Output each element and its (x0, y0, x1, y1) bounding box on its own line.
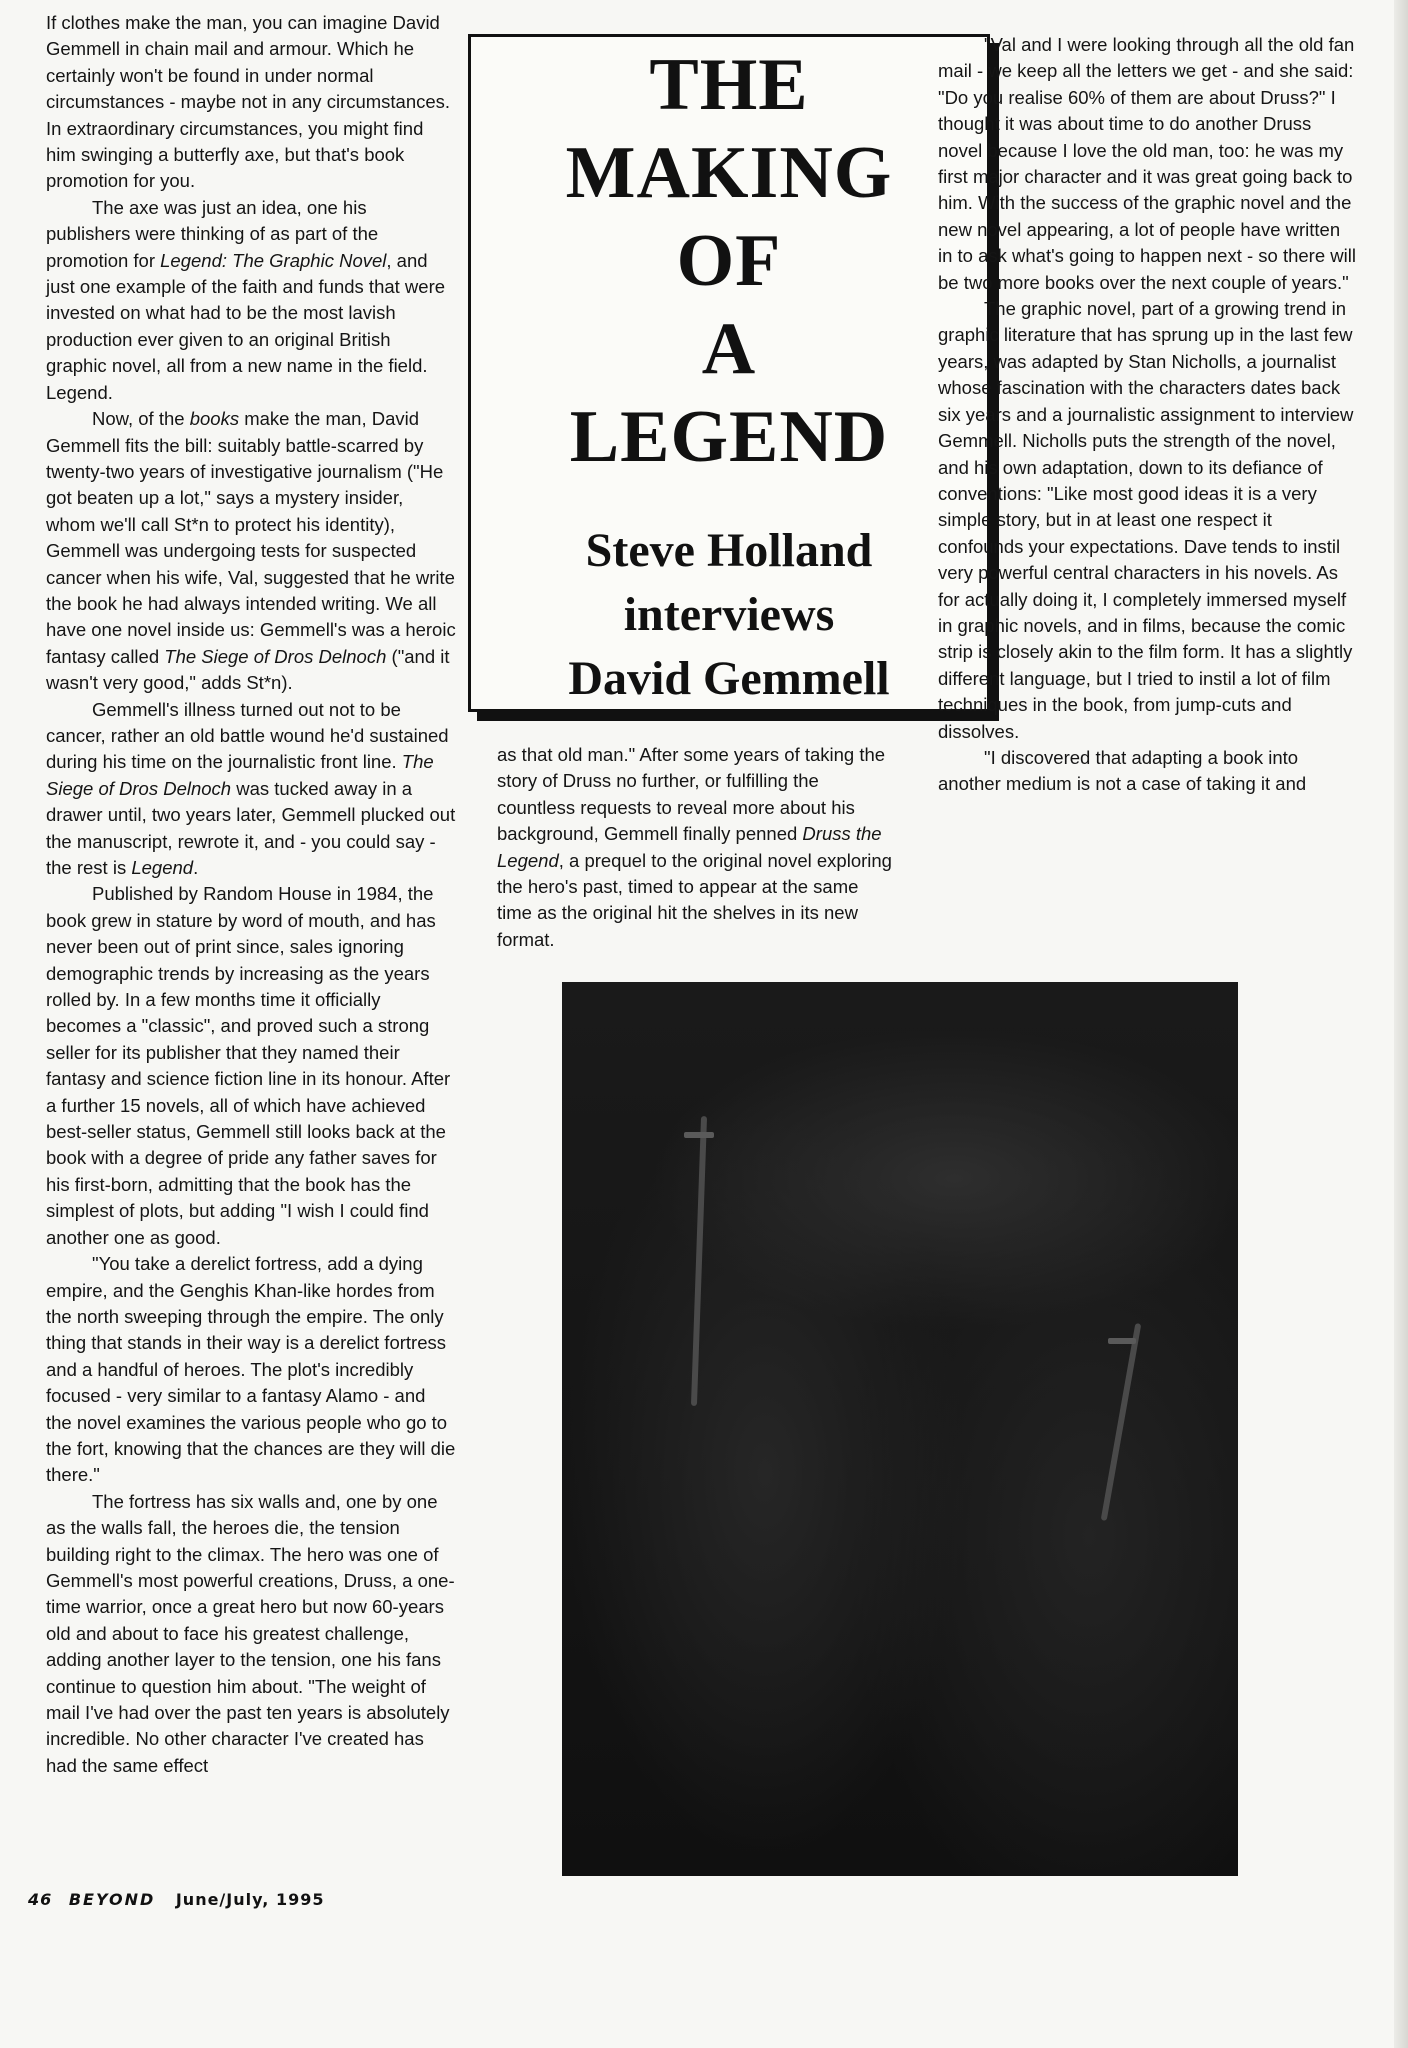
title-box (468, 34, 990, 712)
byline (471, 519, 987, 711)
paragraph: as that old man." After some years of taking the story of Druss no further, or fulfilling the countless requests to reveal more about his background, Gemmell finally penned Druss the Legend, a prequel to the original novel exploring the hero's past, timed to appear at the same time as the original hit the shelves in its new format. (497, 744, 892, 950)
article-column-right (938, 32, 1358, 798)
sword-icon (1101, 1323, 1142, 1521)
title-line: A (701, 308, 757, 390)
title-line: OF (676, 220, 782, 302)
sword-hilt (1108, 1338, 1136, 1344)
title-line: MAKING (565, 132, 893, 214)
paragraph: Now, of the books make the man, David Gemmell fits the bill: suitably battle-scarred by twenty-two years of investigative journalism ("He got beaten up a lot," says a mystery insider, whom we'll call St*n to protect his identity), Gemmell was undergoing tests for suspected cancer when his wife, Val, suggested that he write the book he had always intended writing. We all have one novel inside us: Gemmell's was a heroic fantasy called The Siege of Dros Delnoch ("and it wasn't very good," adds St*n). (46, 408, 456, 694)
paragraph: "Val and I were looking through all the old fan mail - we keep all the letters we get - and she said: "Do you realise 60% of them are about Druss?" I thought it was about time to do another Druss novel because I love the old man, too: he was my first major character and it was great going back to him. With the success of the graphic novel and the new novel appearing, a lot of people have written in to ask what's going to happen next - so there will be two more books over the next couple of years." (938, 34, 1356, 293)
sword-hilt (684, 1132, 714, 1138)
page-number: 46 (28, 1890, 53, 1909)
article-column-left (46, 10, 456, 1779)
photo-warrior-image (562, 982, 1238, 1876)
title-line: THE (649, 44, 809, 126)
paragraph: "You take a derelict fortress, add a dying empire, and the Genghis Khan-like hordes from the north sweeping through the empire. The only thing that stands in their way is a derelict fortress and a handful of heroes. The plot's incredibly focused - very similar to a fantasy Alamo - and the novel examines the various people who go to the fort, knowing that the chances are they will die there." (46, 1253, 456, 1486)
byline-line: interviews (623, 588, 835, 641)
byline-line: Steve Holland (585, 524, 873, 577)
paragraph: The graphic novel, part of a growing trend in graphic literature that has sprung up in the last few years, was adapted by Stan Nicholls, a journalist whose fascination with the characters dates back six years and a journalistic assignment to interview Gemmell. Nicholls puts the strength of the novel, and his own adaptation, down to its defiance of conventions: "Like most good ideas it is a very simple story, but in at least one respect it confounds your expectations. Dave tends to instil very powerful central characters in his novels. As for actually doing it, I completely immersed myself in graphic novels, and in films, because the comic strip is closely akin to the film form. It has a slightly different language, but I tried to instil a lot of film techniques in the book, from jump-cuts and dissolves. (938, 298, 1354, 742)
paragraph: If clothes make the man, you can imagine David Gemmell in chain mail and armour. Which he certainly won't be found in under normal circumstances - maybe not in any circumstances. In extraordinary circumstances, you might find him swinging a butterfly axe, but that's book promotion for you. (46, 12, 451, 192)
sword-icon (691, 1116, 707, 1406)
paragraph: The axe was just an idea, one his publishers were thinking of as part of the promotion for Legend: The Graphic Novel, and just one example of the faith and funds that were invested on what had to be the most lavish production ever given to an original British graphic novel, all from a new name in the field. Legend. (46, 196, 446, 403)
paragraph: Gemmell's illness turned out not to be cancer, rather an old battle wound he'd sustained during his time on the journalistic front line. The Siege of Dros Delnoch was tucked away in a drawer until, two years later, Gemmell plucked out the manuscript, rewrote it, and - you could say - the rest is Legend. (46, 698, 456, 878)
article-title (471, 41, 987, 481)
page-edge (1394, 0, 1408, 2048)
issue-date: June/July, 1995 (175, 1890, 325, 1909)
page-footer (28, 1890, 324, 1909)
byline-line: David Gemmell (568, 652, 890, 705)
paragraph: "I discovered that adapting a book into another medium is not a case of taking it and (938, 746, 1307, 795)
title-line: LEGEND (569, 396, 889, 478)
paragraph: Published by Random House in 1984, the book grew in stature by word of mouth, and has never been out of print since, sales ignoring demographic trends by increasing as the years rolled by. In a few months time it officially becomes a "classic", and proved such a strong seller for its publisher that they named their fantasy and science fiction line in its honour. After a further 15 novels, all of which have achieved best-seller status, Gemmell still looks back at the book with a degree of pride any father saves for his first-born, admitting that the book has the simplest of plots, but adding "I wish I could find another one as good. (46, 883, 451, 1248)
paragraph: The fortress has six walls and, one by one as the walls fall, the heroes die, the tension building right to the climax. The hero was one of Gemmell's most powerful creations, Druss, a one-time warrior, once a great hero but now 60-years old and about to face his greatest challenge, adding another layer to the tension, one his fans continue to question him about. "The weight of mail I've had over the past ten years is absolutely incredible. No other character I've created has had the same effect (46, 1490, 455, 1776)
magazine-name: BEYOND (68, 1890, 156, 1909)
article-column-middle (497, 742, 897, 953)
